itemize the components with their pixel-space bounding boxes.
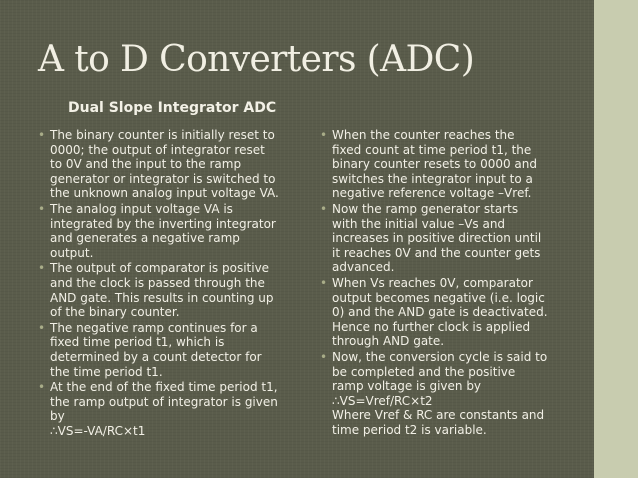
bullet-icon: • bbox=[320, 275, 328, 290]
bullet-item bbox=[320, 350, 572, 438]
bullet-text: The negative ramp continues for a fixed time period t1, which is determined by a count detector for the time period t1. bbox=[50, 320, 262, 379]
bullet-text: Now the ramp generator starts with the initial value –Vs and increases in positive direction until it reaches 0V and the counter gets advanced. bbox=[332, 201, 542, 275]
bullet-item bbox=[320, 202, 572, 275]
bullet-text: The analog input voltage VA is integrated by the inverting integrator and generates a negative ramp output. bbox=[50, 201, 276, 260]
slide-title: A to D Converters (ADC) bbox=[38, 39, 475, 80]
bullet-item bbox=[320, 128, 572, 201]
bullet-item bbox=[38, 380, 296, 438]
bullet-item bbox=[38, 321, 296, 379]
bullet-icon: • bbox=[38, 201, 46, 216]
bullet-item bbox=[38, 261, 296, 319]
bullet-icon: • bbox=[320, 349, 328, 364]
bullet-item bbox=[38, 128, 296, 201]
bullet-icon: • bbox=[38, 128, 46, 142]
left-column bbox=[38, 128, 296, 439]
bullet-icon: • bbox=[320, 201, 328, 216]
side-band bbox=[594, 0, 638, 478]
slide-subtitle: Dual Slope Integrator ADC bbox=[68, 100, 277, 116]
right-column bbox=[320, 128, 572, 438]
bullet-text: When Vs reaches 0V, comparator output becomes negative (i.e. logic 0) and the AND gate is deactivated. Hence no further clock is applied through AND gate. bbox=[332, 275, 548, 349]
bullet-text: At the end of the fixed time period t1, the ramp output of integrator is given by ∴VS=-VA/RC×t1 bbox=[50, 380, 278, 438]
bullet-text: Now, the conversion cycle is said to be completed and the positive ramp voltage is given by ∴VS=Vref/RC×t2 Where Vref & RC are constants and time period t2 is variable. bbox=[332, 349, 548, 437]
bullet-text: When the counter reaches the fixed count at time period t1, the binary counter resets to 0000 and switches the integrator input to a negative reference voltage –Vref. bbox=[332, 128, 537, 201]
bullet-item bbox=[320, 276, 572, 349]
bullet-icon: • bbox=[320, 128, 328, 142]
bullet-text: The binary counter is initially reset to 0000; the output of integrator reset to 0V and the input to the ramp generator or integrator is switched to the unknown analog input voltage VA. bbox=[50, 128, 279, 201]
bullet-text: The output of comparator is positive and the clock is passed through the AND gate. This results in counting up of the binary counter. bbox=[50, 261, 274, 320]
bullet-item bbox=[38, 202, 296, 260]
bullet-icon: • bbox=[38, 380, 46, 395]
bullet-icon: • bbox=[38, 261, 46, 276]
bullet-icon: • bbox=[38, 320, 46, 335]
